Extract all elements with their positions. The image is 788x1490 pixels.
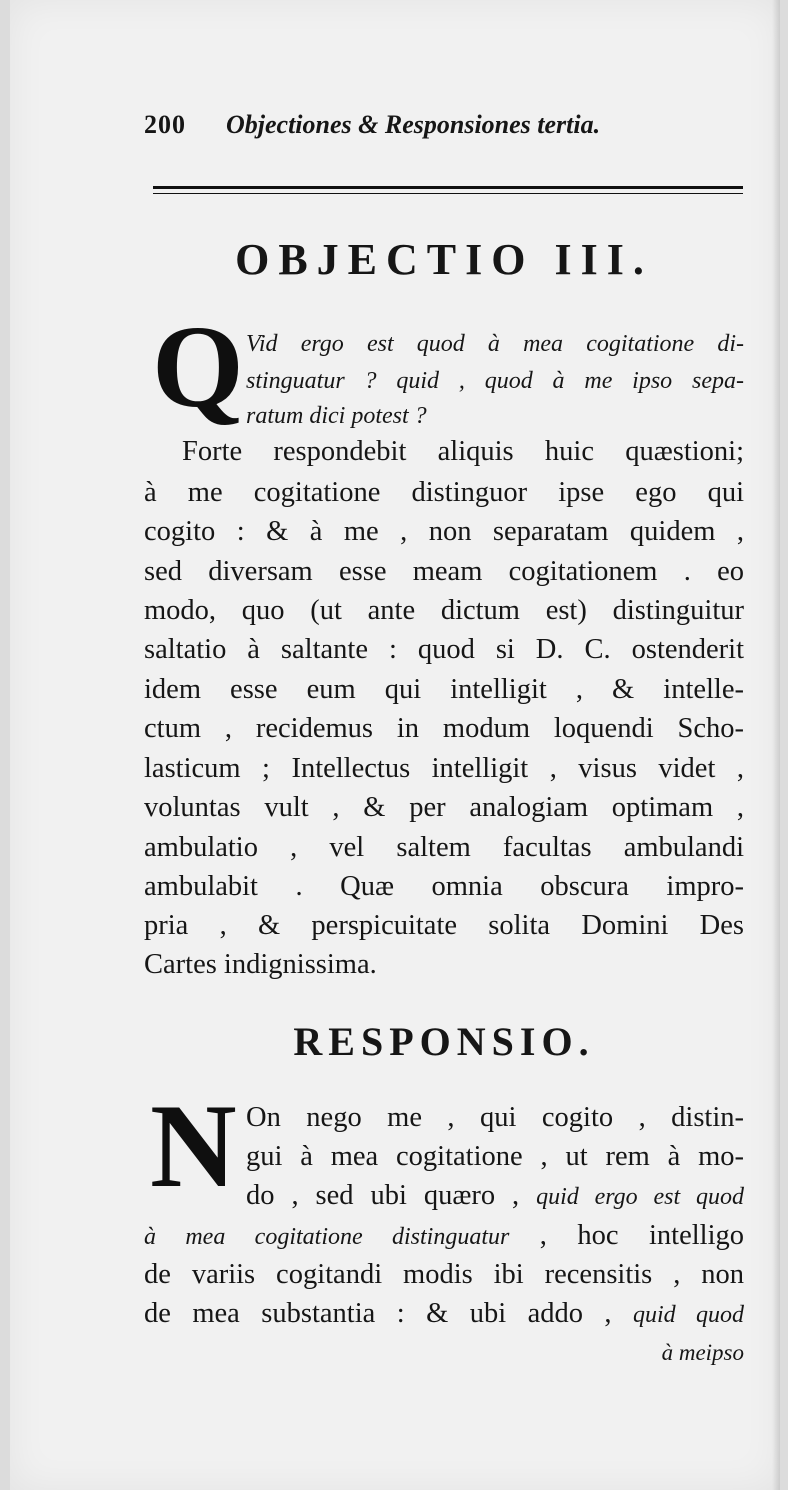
response-heading: RESPONSIO. bbox=[293, 1019, 595, 1064]
response-text-roman: , hoc intelligo bbox=[509, 1220, 745, 1251]
objection-line: voluntas vult , & per analogiam optimam , bbox=[144, 792, 744, 823]
objection-line: Vid ergo est quod à mea cogitatione di- bbox=[246, 331, 744, 357]
objection-line: stinguatur ? quid , quod à me ipso sepa- bbox=[246, 368, 744, 394]
objection-line: ambulatio , vel saltem facultas ambulandi bbox=[144, 832, 744, 863]
response-line: gui à mea cogitatione , ut rem à mo- bbox=[246, 1141, 744, 1172]
response-line: de variis cogitandi modis ibi recensitis , non bbox=[144, 1259, 744, 1290]
running-head bbox=[144, 106, 744, 146]
objection-line: Cartes indignissima. bbox=[144, 949, 377, 980]
response-line bbox=[246, 1182, 744, 1211]
header-rule-thin bbox=[153, 193, 743, 194]
objection-line: pria , & perspicuitate solita Domini Des bbox=[144, 910, 744, 941]
objection-line: Forte respondebit aliquis huic quæstioni; bbox=[182, 436, 744, 467]
objection-line: lasticum ; Intellectus intelligit , visus videt , bbox=[144, 753, 744, 784]
objection-line: saltatio à saltante : quod si D. C. ostenderit bbox=[144, 634, 744, 665]
objection-line: sed diversam esse meam cogitationem . eo bbox=[144, 556, 744, 587]
objection-line: cogito : & à me , non separatam quidem , bbox=[144, 516, 744, 547]
response-text-roman: de mea substantia : & ubi addo , bbox=[144, 1298, 633, 1329]
objection-line: à me cogitatione distinguor ipse ego qui bbox=[144, 477, 744, 508]
objection-heading: OBJECTIO III. bbox=[235, 235, 653, 284]
response-line: On nego me , qui cogito , distin- bbox=[246, 1102, 744, 1133]
drop-cap-q: Q bbox=[152, 301, 244, 432]
objection-line: idem esse eum qui intelligit , & intelle- bbox=[144, 674, 744, 705]
drop-cap-n: N bbox=[150, 1079, 237, 1212]
header-rule-thick bbox=[153, 186, 743, 189]
response-text-italic: quid quod bbox=[633, 1302, 744, 1328]
response-text-roman: do , sed ubi quæro , bbox=[246, 1180, 537, 1211]
header-title: Objectiones & Responsiones tertia. bbox=[226, 110, 601, 139]
objection-line: ambulabit . Quæ omnia obscura impro- bbox=[144, 871, 744, 902]
response-line bbox=[144, 1300, 744, 1329]
catchword: à meipso bbox=[661, 1340, 744, 1365]
response-text-italic: à mea cogitatione distinguatur bbox=[144, 1224, 510, 1250]
objection-line: modo, quo (ut ante dictum est) distinguitur bbox=[144, 595, 744, 626]
response-line bbox=[144, 1222, 744, 1251]
page-number: 200 bbox=[144, 110, 186, 139]
objection-line: ratum dici potest ? bbox=[246, 403, 427, 429]
response-text-italic: quid ergo est quod bbox=[536, 1184, 744, 1210]
book-page bbox=[10, 0, 780, 1490]
objection-line: ctum , recidemus in modum loquendi Scho- bbox=[144, 713, 744, 744]
